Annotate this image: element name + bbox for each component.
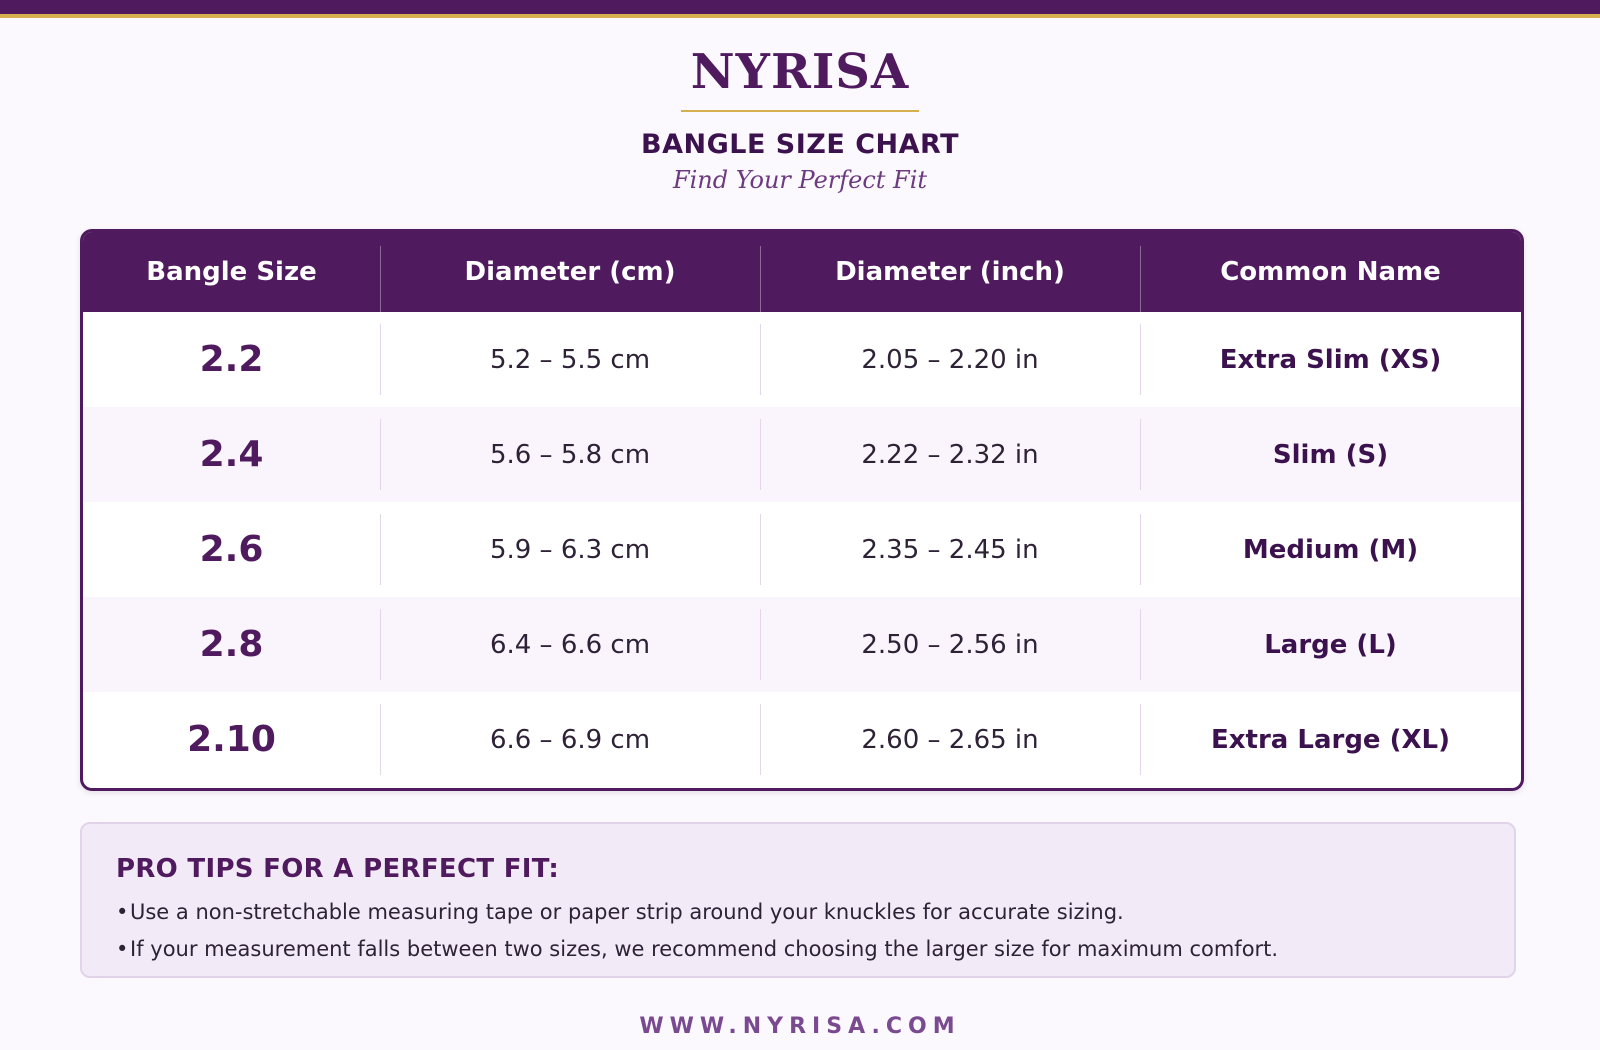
column-header-common-name: Common Name [1140,232,1521,312]
diameter-cm-cell: 5.9 – 6.3 cm [380,502,760,597]
diameter-cm-cell: 5.2 – 5.5 cm [380,312,760,407]
bangle-size-cell: 2.8 [199,624,264,665]
diameter-inch-cell: 2.22 – 2.32 in [760,407,1140,502]
common-name-cell: Slim (S) [1140,407,1521,502]
bangle-size-cell: 2.2 [199,339,264,380]
top-accent-bar [0,0,1600,18]
column-header-diameter-inch: Diameter (inch) [760,232,1140,312]
table-row [83,692,1521,787]
diameter-inch-cell: 2.35 – 2.45 in [760,502,1140,597]
diameter-cm-cell: 5.6 – 5.8 cm [380,407,760,502]
page-subtitle: Find Your Perfect Fit [672,166,928,194]
size-chart-table [80,229,1524,791]
bullet-icon: • [116,937,129,961]
pro-tips-title: PRO TIPS FOR A PERFECT FIT: [116,854,560,884]
table-row [83,407,1521,502]
list-item [116,931,1480,968]
brand-logo: NYRISA [690,44,910,100]
common-name-cell: Medium (M) [1140,502,1521,597]
common-name-cell: Extra Large (XL) [1140,692,1521,787]
bangle-size-cell: 2.4 [199,434,264,475]
website-footer: WWW.NYRISA.COM [639,1014,961,1039]
page-header [0,44,1600,196]
diameter-cm-cell: 6.4 – 6.6 cm [380,597,760,692]
diameter-inch-cell: 2.60 – 2.65 in [760,692,1140,787]
diameter-inch-cell: 2.05 – 2.20 in [760,312,1140,407]
tip-text: Use a non-stretchable measuring tape or paper strip around your knuckles for accurate sizing. [130,900,1124,924]
pro-tips-box [80,822,1516,978]
diameter-cm-cell: 6.6 – 6.9 cm [380,692,760,787]
brand-divider [681,110,919,112]
table-header-row [83,232,1521,312]
page-title: BANGLE SIZE CHART [641,129,959,160]
table-row [83,502,1521,597]
common-name-cell: Extra Slim (XS) [1140,312,1521,407]
column-header-bangle-size: Bangle Size [146,257,317,287]
common-name-cell: Large (L) [1140,597,1521,692]
bullet-icon: • [116,900,129,924]
table-row [83,312,1521,407]
pro-tips-list [116,894,1480,968]
column-header-diameter-cm: Diameter (cm) [380,232,760,312]
bangle-size-cell: 2.6 [199,529,264,570]
diameter-inch-cell: 2.50 – 2.56 in [760,597,1140,692]
table-body [83,312,1521,787]
tip-text: If your measurement falls between two sizes, we recommend choosing the larger size for maximum comfort. [130,937,1279,961]
bangle-size-cell: 2.10 [187,719,276,760]
list-item [116,894,1480,931]
table-row [83,597,1521,692]
